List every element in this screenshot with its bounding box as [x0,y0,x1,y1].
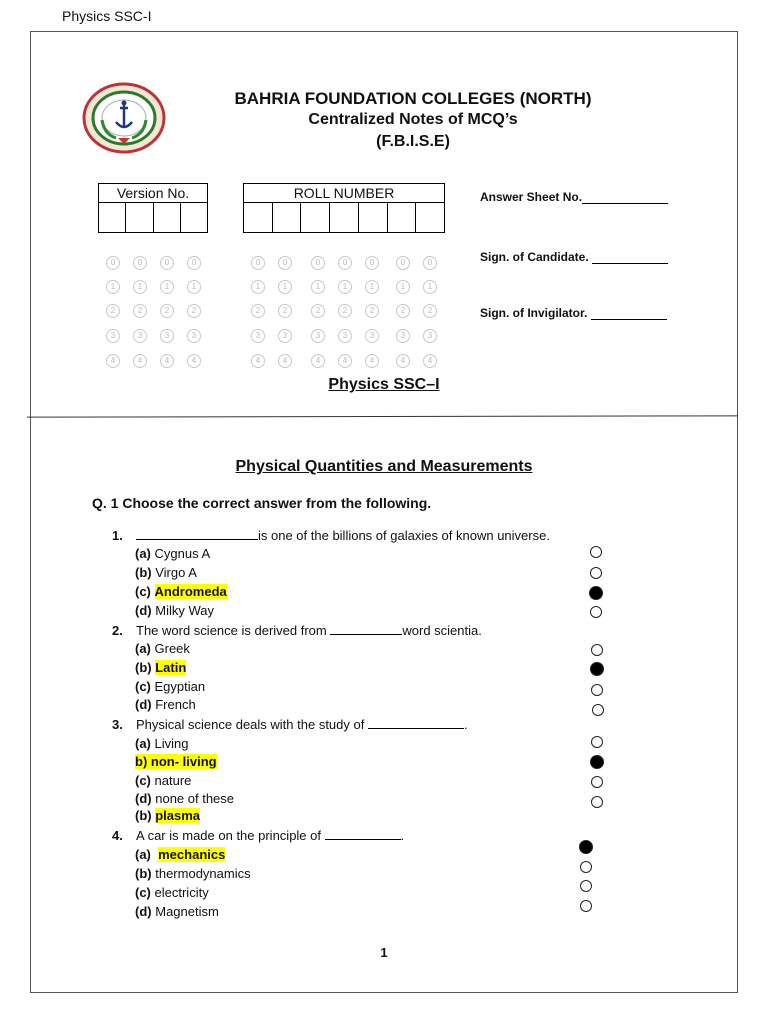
option-label: (a) [135,847,151,862]
option-label: (c) [135,584,151,599]
question-text: is one of the billions of galaxies of known universe. [258,528,550,543]
digit-bubble[interactable]: 4 [423,354,437,368]
answer-bubble[interactable] [591,684,603,696]
digit-bubble[interactable]: 0 [187,256,201,270]
option-text: nature [154,773,192,788]
option-label: (d) [135,603,152,618]
invigilator-sign-blank[interactable] [591,305,667,320]
digit-bubble[interactable]: 1 [423,280,437,294]
option-row [135,808,200,823]
notes-subtitle: Centralized Notes of MCQ’s [308,111,518,128]
answer-bubble-filled[interactable] [589,586,603,600]
version-cell[interactable] [126,203,153,233]
digit-bubble[interactable]: 3 [423,329,437,343]
digit-bubble[interactable]: 3 [311,329,325,343]
digit-bubble[interactable]: 0 [251,256,265,270]
option-row [135,791,234,806]
option-text-correct: plasma [155,808,201,823]
digit-bubble[interactable]: 1 [311,280,325,294]
answer-blank [325,827,401,840]
option-row [135,866,251,881]
digit-bubble[interactable]: 3 [187,329,201,343]
option-label: (a) [135,546,151,561]
option-text-correct: Latin [155,660,187,675]
candidate-sign-label: Sign. of Candidate. [480,250,589,264]
roll-cell[interactable] [358,203,387,233]
option-text: none of these [155,791,235,806]
option-row [135,660,186,675]
option-text: Greek [154,641,190,656]
digit-bubble[interactable]: 4 [106,354,120,368]
invigilator-sign-field [480,305,667,320]
question-text-end: word scientia. [402,623,482,638]
option-label: (c) [135,679,151,694]
option-text-correct: Andromeda [154,584,227,599]
option-row [135,904,219,919]
digit-bubble[interactable]: 2 [365,304,379,318]
digit-bubble[interactable]: 1 [187,280,201,294]
answer-bubble[interactable] [580,900,592,912]
digit-bubble[interactable]: 0 [311,256,325,270]
answer-sheet-field [480,189,668,204]
digit-bubble[interactable]: 3 [106,329,120,343]
answer-blank [330,622,402,635]
option-text-correct: mechanics [158,847,226,862]
option-row [135,565,197,580]
version-cell[interactable] [99,203,126,233]
digit-bubble[interactable]: 0 [160,256,174,270]
candidate-sign-blank[interactable] [592,249,668,264]
option-text: electricity [154,885,209,900]
roll-cell[interactable] [301,203,330,233]
question-2 [112,622,482,638]
question-number: 3. [112,717,123,732]
digit-bubble[interactable]: 4 [396,354,410,368]
question-text: Physical science deals with the study of [136,717,365,732]
answer-bubble-filled[interactable] [590,755,604,769]
digit-bubble[interactable]: 1 [278,280,292,294]
title-block [168,89,658,153]
option-label: (a) [135,641,151,656]
roll-cell[interactable] [272,203,301,233]
option-row [135,697,196,712]
digit-bubble[interactable]: 3 [396,329,410,343]
option-label: (b) [135,660,152,675]
roll-cell[interactable] [387,203,416,233]
option-label: (d) [135,697,152,712]
digit-bubble[interactable]: 1 [251,280,265,294]
answer-bubble[interactable] [592,704,604,716]
version-cell[interactable] [153,203,180,233]
digit-bubble[interactable]: 4 [251,354,265,368]
answer-bubble[interactable] [591,796,603,808]
question-text-end: . [400,828,405,843]
option-row [135,847,225,862]
option-row [135,546,210,561]
invigilator-sign-label: Sign. of Invigilator. [480,306,588,320]
digit-bubble[interactable]: 2 [423,304,437,318]
option-label: (c) [135,885,151,900]
digit-bubble[interactable]: 1 [365,280,379,294]
board-name: (F.B.I.S.E) [376,133,450,150]
question-text: A car is made on the principle of [136,828,321,843]
digit-bubble[interactable]: 4 [187,354,201,368]
option-text: Magnetism [155,904,219,919]
section-title: Physical Quantities and Measurements [235,458,533,475]
option-row [135,584,227,599]
running-header: Physics SSC-I [62,8,152,24]
digit-bubble[interactable]: 3 [365,329,379,343]
option-label: (b) [135,866,152,881]
option-row [135,754,217,769]
digit-bubble[interactable]: 1 [133,280,147,294]
digit-bubble[interactable]: 0 [423,256,437,270]
option-label: (b) [135,565,152,580]
digit-bubble[interactable]: 3 [251,329,265,343]
option-text: Egyptian [154,679,206,694]
page-number: 1 [380,945,388,960]
question-number: 4. [112,828,123,843]
answer-bubble[interactable] [580,861,592,873]
answer-bubble[interactable] [590,567,602,579]
option-row [135,885,209,900]
digit-bubble[interactable]: 2 [106,304,120,318]
digit-bubble[interactable]: 4 [365,354,379,368]
instruction: Q. 1 Choose the correct answer from the following. [92,495,432,511]
answer-bubble[interactable] [590,546,602,558]
digit-bubble[interactable]: 2 [133,304,147,318]
subject-title: Physics SSC–I [328,376,440,393]
answer-blank [368,716,464,729]
digit-bubble[interactable]: 0 [106,256,120,270]
question-3 [112,716,468,732]
roll-cell[interactable] [244,203,273,233]
digit-bubble[interactable]: 0 [396,256,410,270]
digit-bubble[interactable]: 2 [278,304,292,318]
digit-bubble[interactable]: 2 [396,304,410,318]
version-cell[interactable] [180,203,207,233]
answer-bubble[interactable] [590,606,602,618]
option-text: Milky Way [155,603,214,618]
version-label: Version No. [99,184,208,203]
digit-bubble[interactable]: 4 [133,354,147,368]
option-text: Living [154,736,189,751]
digit-bubble[interactable]: 4 [311,354,325,368]
roll-number-box [243,183,445,233]
answer-bubble[interactable] [591,776,603,788]
option-label: (c) [135,773,151,788]
college-logo [80,82,168,154]
option-text-correct: non- living [150,754,217,769]
digit-bubble[interactable]: 0 [365,256,379,270]
answer-bubble-filled[interactable] [590,662,604,676]
option-row [135,773,191,788]
option-label: (d) [135,791,152,806]
option-row [135,736,188,751]
digit-bubble[interactable]: 0 [278,256,292,270]
answer-bubble[interactable] [580,880,592,892]
answer-sheet-blank[interactable] [582,189,668,204]
option-label: (a) [135,736,151,751]
question-text-end: . [463,717,468,732]
roll-cell[interactable] [330,203,359,233]
option-text: thermodynamics [155,866,251,881]
option-row [135,679,205,694]
option-text: French [155,697,196,712]
digit-bubble[interactable]: 0 [133,256,147,270]
option-label: (b) [135,808,152,823]
digit-bubble[interactable]: 1 [396,280,410,294]
answer-blank [136,527,258,540]
digit-bubble[interactable]: 1 [106,280,120,294]
digit-bubble[interactable]: 1 [338,280,352,294]
digit-bubble[interactable]: 4 [278,354,292,368]
digit-bubble[interactable]: 4 [338,354,352,368]
digit-bubble[interactable]: 2 [187,304,201,318]
option-label-correct: b) [135,754,148,769]
answer-bubble[interactable] [591,644,603,656]
answer-sheet-label: Answer Sheet No. [480,190,583,204]
option-text: Virgo A [155,565,197,580]
question-number: 1. [112,528,123,543]
candidate-sign-field [480,249,668,264]
question-1 [112,527,550,543]
institution-name: BAHRIA FOUNDATION COLLEGES (NORTH) [234,89,592,108]
answer-bubble[interactable] [591,736,603,748]
option-label: (d) [135,904,152,919]
answer-bubble-filled[interactable] [579,840,593,854]
option-row [135,641,190,656]
option-text: Cygnus A [154,546,211,561]
digit-bubble[interactable]: 1 [160,280,174,294]
option-row [135,603,214,618]
digit-bubble[interactable]: 3 [160,329,174,343]
digit-bubble[interactable]: 4 [160,354,174,368]
digit-bubble[interactable]: 2 [160,304,174,318]
roll-number-label: ROLL NUMBER [244,184,445,203]
digit-bubble[interactable]: 3 [133,329,147,343]
digit-bubble[interactable]: 2 [311,304,325,318]
digit-bubble[interactable]: 3 [278,329,292,343]
question-4 [112,827,404,843]
digit-bubble[interactable]: 0 [338,256,352,270]
digit-bubble[interactable]: 2 [251,304,265,318]
digit-bubble[interactable]: 3 [338,329,352,343]
version-box [98,183,208,233]
digit-bubble[interactable]: 2 [338,304,352,318]
roll-cell[interactable] [416,203,445,233]
question-text: The word science is derived from [136,623,327,638]
question-number: 2. [112,623,123,638]
